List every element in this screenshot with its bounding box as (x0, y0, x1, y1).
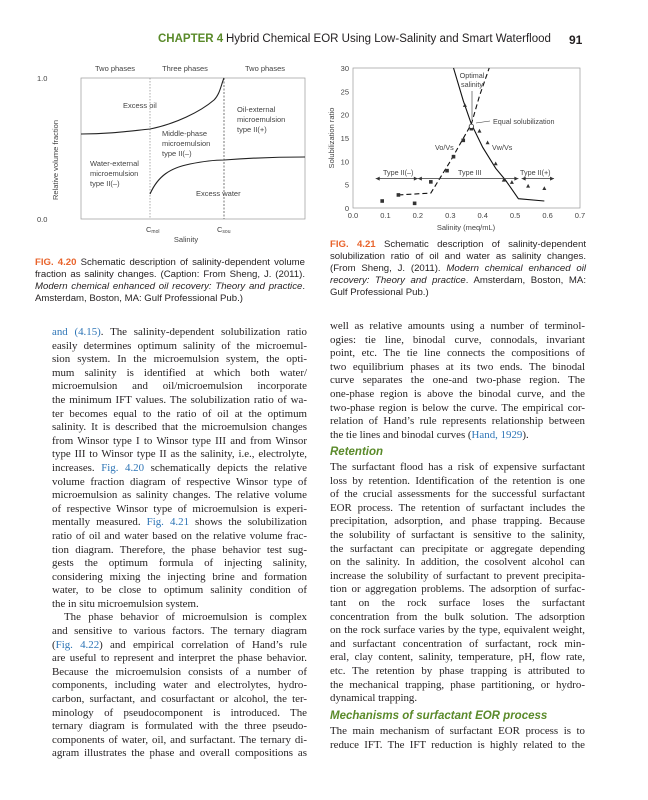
arrowhead-right-icon (514, 177, 518, 181)
text-line (52, 734, 307, 748)
y-top-label: 1.0 (37, 74, 48, 83)
type-ii-plus-label: Type II(+) (520, 168, 551, 177)
plot-frame (353, 68, 580, 208)
text-segment: Because the microemulsion consists of a number of (52, 665, 307, 678)
text-line (330, 374, 585, 388)
text-segment: from Winsor type I to Winsor type III and from Winsor (52, 434, 307, 447)
text-segment: ternary diagram is formulated with the three pseudo- (52, 720, 307, 733)
mechanisms-text (330, 725, 585, 752)
square-data-point (380, 199, 384, 203)
text-segment: microemulsion as salinity changes. The relative volume (52, 489, 307, 502)
text-segment: and sensitive to various factors. The ternary diagram (52, 625, 307, 638)
text-segment: ter becomes equal to the ratio of oil at the optimum (52, 407, 307, 420)
caption-book-title: Modern chemical enhanced oil recovery: Theory and practice (35, 281, 303, 293)
vw-vs-label: Vw/Vs (492, 143, 513, 152)
text-segment: salinity. It is described that the microemulsion changes (52, 421, 307, 434)
text-segment: easily determines optimum salinity of the microemul- (52, 339, 307, 352)
x-tick-label: 0.0 (347, 211, 359, 220)
triangle-data-point (463, 103, 467, 107)
text-segment: increases. (52, 461, 102, 474)
text-line (52, 394, 307, 408)
figure-4-21 (320, 55, 600, 235)
text-segment: point, etc. The tie line connects the compositions of (330, 347, 585, 360)
text-segment: gests the optimum formula of injecting salinity, (52, 557, 307, 570)
optimal-salinity-label: Optimal salinity (459, 71, 485, 89)
square-data-point (452, 155, 456, 159)
text-line (330, 475, 585, 489)
text-line (330, 347, 585, 361)
triangle-data-point (526, 184, 530, 188)
square-data-point (461, 139, 465, 143)
text-line (52, 693, 307, 707)
text-segment: and surfactant concentration of surfactant, rock min- (330, 637, 585, 650)
text-segment: ratio of oil and water based on the relative volume frac- (52, 529, 307, 542)
text-line (52, 448, 307, 462)
text-line (52, 421, 307, 435)
text-line (330, 570, 585, 584)
text-segment: on the rock surface varies by the type, equivalent weight, (330, 624, 585, 637)
text-segment: sion system. In the microemulsion system, the opti- (52, 353, 307, 366)
text-line (330, 624, 585, 638)
text-line (330, 515, 585, 529)
text-segment: components, including water and electrolytes, hydro- (52, 679, 307, 692)
text-segment: ( (52, 638, 56, 651)
text-line (330, 638, 585, 652)
text-segment: tion or aggregation problems. The adsorption of surfac- (330, 583, 585, 596)
text-segment: shows the solubilization (189, 516, 307, 529)
page-number: 91 (569, 33, 583, 47)
text-line (52, 720, 307, 734)
text-line (52, 679, 307, 693)
reference-link[interactable]: Hand, 1929 (471, 428, 523, 441)
text-line (330, 320, 585, 334)
y-bottom-label: 0.0 (37, 215, 48, 224)
text-line (52, 598, 307, 612)
triangle-data-point (510, 180, 514, 184)
square-data-point (397, 193, 401, 197)
region-excess-oil: Excess oil (123, 101, 157, 110)
text-line (52, 408, 307, 422)
square-data-point (413, 202, 417, 206)
text-line (330, 402, 585, 416)
figure-4-21-caption (330, 239, 586, 299)
caption-text-end: . Amsterdam, Boston, MA: Gulf Professional Pub.) (330, 275, 586, 299)
triangle-data-point (494, 161, 498, 165)
text-segment: eral, clay content, salinity, temperature, pH, flow rate, (330, 651, 585, 664)
reference-link[interactable]: and (4.15) (52, 326, 101, 338)
text-segment: minology of pseudocomponent is introduced. The (52, 706, 307, 719)
text-line (52, 747, 307, 761)
equal-solubilization-label: Equal solubilization (493, 117, 555, 126)
text-segment: of the crucial assessments for the successful surfactant (330, 488, 585, 501)
vo-vs-label: Vo/Vs (435, 143, 454, 152)
text-segment: dynamical trapping. (330, 692, 418, 705)
text-line (330, 543, 585, 557)
text-segment: tant on the rock surface loses the surfactant (330, 596, 585, 609)
x-tick-label: 0.3 (445, 211, 456, 220)
y-tick-label: 15 (340, 134, 349, 143)
text-segment: well as relative amounts using a number of terminol- (330, 320, 585, 332)
text-segment: ) and empirical correlation of Hand’s rule (99, 638, 307, 651)
type-iii-label: Type III (458, 168, 482, 177)
text-line (52, 557, 307, 571)
text-segment: curve separates the one-and two-phase region. The (330, 374, 585, 387)
text-line (52, 476, 307, 490)
reference-link[interactable]: Fig. 4.21 (146, 516, 190, 529)
y-tick-label: 30 (340, 64, 349, 73)
y-tick-label: 20 (340, 110, 349, 120)
text-line (52, 530, 307, 544)
text-line (52, 340, 307, 354)
text-line (52, 544, 307, 558)
label-two-phases-left: Two phases (94, 64, 136, 73)
text-line (52, 652, 307, 666)
text-segment: the surfactant can precipitate or aggregate depending (330, 542, 585, 555)
text-line (52, 326, 307, 340)
reference-link[interactable]: Fig. 4.22 (55, 638, 100, 651)
text-line (330, 429, 585, 443)
caption-text-end: . Amsterdam, Boston, MA: Gulf Professional Pub.) (35, 281, 305, 305)
x-tick-label: 0.6 (542, 211, 553, 220)
triangle-data-point (486, 140, 490, 144)
label-three-phases: Three phases (162, 64, 208, 73)
region-water-external: Water-external microemulsion type II(–) (90, 159, 139, 188)
text-line (330, 529, 585, 543)
y-tick-label: 10 (340, 157, 349, 167)
arrowhead-right-icon (550, 177, 554, 181)
square-data-point (429, 180, 433, 184)
text-segment: two-phase region is below the curve. The empirical cor- (330, 401, 585, 414)
text-line (52, 353, 307, 367)
text-segment: the tie lines and binodal curves ( (330, 428, 472, 441)
text-segment: two equilibrium phases at its two ends. The binodal (330, 360, 585, 373)
text-segment: are useful to represent and interpret the phase behavior. (52, 652, 307, 665)
text-line (52, 435, 307, 449)
arrowhead-left-icon (418, 177, 422, 181)
region-middle-phase: Middle-phase microemulsion type II(–) (162, 129, 211, 158)
arrowhead-left-icon (376, 177, 380, 181)
text-line (52, 639, 307, 653)
x-axis-label: Salinity (meq/mL) (436, 223, 496, 232)
text-segment: precipitation, adsorption, and phase trapping. Because (330, 515, 585, 528)
text-segment: the in situ microemulsion system. (52, 597, 199, 610)
caption-text: Schematic description of salinity-dependent volume fraction as salinity changes. (Caption: From Sheng, J. (2011). (35, 257, 306, 281)
caption-label: FIG. 4.20 (35, 257, 77, 268)
text-line (52, 625, 307, 639)
text-segment: the solubility of surfactant is sensitive to the salinity, (330, 528, 585, 541)
text-segment: increase the solubility of surfactant to prevent precipita- (330, 569, 585, 582)
text-line (330, 583, 585, 597)
text-line (52, 666, 307, 680)
triangle-data-point (477, 129, 481, 133)
heading-mechanisms: Mechanisms of surfactant EOR process (330, 710, 548, 722)
text-line (330, 461, 585, 475)
square-data-point (445, 169, 449, 173)
text-segment: loss by retention. Identification of the retention is one (330, 474, 585, 487)
equal-solubilization-point (469, 124, 473, 128)
y-tick-label: 5 (344, 180, 349, 190)
reference-link[interactable]: Fig. 4.20 (101, 461, 145, 474)
text-line (330, 502, 585, 516)
x-tick-label: 0.5 (509, 211, 521, 220)
text-segment: . The salinity-dependent solubilization ratio (100, 326, 307, 338)
text-segment: on the salinity. In addition, the cosolvent alcohol can (330, 556, 585, 569)
y-axis-label: Relative volume fraction (51, 119, 60, 201)
text-segment: water, to be close to optimum salinity condition of (52, 584, 307, 597)
region-excess-water: Excess water (196, 189, 241, 198)
text-segment: the minimum IFT values. The solubilization ratio of wa- (52, 393, 307, 406)
text-segment: etc. The retention by phase trapping is attributed to (330, 664, 585, 677)
cmol-label: Cmol (146, 225, 160, 235)
x-tick-label: 0.7 (574, 211, 586, 220)
text-line (330, 725, 585, 739)
text-segment: ). (522, 428, 529, 441)
text-segment: volume fraction diagram of respective Winsor type of (52, 475, 307, 488)
type-ii-minus-label: Type II(–) (383, 168, 414, 177)
text-line (52, 571, 307, 585)
heading-retention: Retention (330, 446, 384, 458)
text-line (330, 388, 585, 402)
text-line (330, 597, 585, 611)
text-segment: agram illustrates the phase and overall compositions as (52, 747, 307, 760)
text-line (330, 665, 585, 679)
text-segment: The surfactant flood has a risk of expensive surfactant (330, 461, 585, 473)
text-line (52, 489, 307, 503)
text-line (52, 611, 307, 625)
text-line (330, 611, 585, 625)
figure-4-20-caption (35, 257, 305, 305)
caption-text: Schematic description of salinity-dependent solubilization ratio of oil and water as salinity changes. (From Sheng, J. (2011). (330, 239, 586, 275)
text-segment: microemulsion and oil/microemulsion incorporate (52, 380, 307, 393)
plot-frame (81, 78, 305, 219)
text-line (52, 367, 307, 381)
text-segment: one-phase region is above the binodal curve, and the (330, 387, 585, 400)
text-segment: of respective Winsor type of microemulsion is experi- (52, 502, 307, 515)
text-line (330, 692, 585, 706)
x-axis-label: Salinity (173, 235, 199, 244)
text-line (330, 361, 585, 375)
chapter-label: CHAPTER 4 (158, 33, 224, 45)
text-line (52, 707, 307, 721)
retention-text (330, 461, 585, 706)
caption-label: FIG. 4.21 (330, 239, 376, 250)
x-tick-label: 0.1 (380, 211, 391, 220)
text-line (330, 415, 585, 429)
text-segment: relation of Hand’s rule represents relationship between (330, 415, 585, 428)
text-segment: reduce IFT. The IFT reduction is highly related to the (330, 738, 585, 751)
y-tick-label: 25 (340, 87, 349, 97)
arrowhead-right-icon (414, 177, 418, 181)
text-line (330, 556, 585, 570)
text-segment: components of water, oil, and surfactant. The ternary di- (52, 733, 307, 746)
text-segment: schematically depicts the relative (144, 461, 307, 474)
x-tick-label: 0.2 (412, 211, 424, 220)
figure-4-20 (0, 55, 320, 255)
text-line (330, 488, 585, 502)
text-segment: The phase behavior of microemulsion is complex (64, 611, 307, 624)
text-segment: mentally measured. (52, 516, 147, 529)
region-oil-external: Oil-external microemulsion type II(+) (237, 105, 286, 134)
text-line (52, 503, 307, 517)
text-segment: carbon, surfactant, and cosurfactant or alcohol, the ter- (52, 693, 307, 706)
triangle-data-point (542, 186, 546, 190)
text-line (330, 739, 585, 753)
text-segment: tion diagram. Therefore, the phase behavior test sug- (52, 543, 307, 556)
text-segment: The main mechanism of surfactant EOR process is to (330, 725, 585, 737)
text-line (330, 651, 585, 665)
text-segment: ogies: tie line, binodal curve, connodals, invariant (330, 333, 585, 346)
text-segment: the mechanical trapping, phase partitioning, or hydro- (330, 678, 585, 691)
text-segment: considering mixing the injecting brine and formation (52, 570, 307, 583)
text-line (330, 334, 585, 348)
text-line (330, 679, 585, 693)
text-segment: mum salinity is identified at which both water/ (52, 366, 307, 379)
text-line (52, 380, 307, 394)
chapter-title: Hybrid Chemical EOR Using Low-Salinity and Smart Waterflood (226, 33, 551, 45)
right-column-intro-text (330, 320, 585, 442)
y-axis-label: Solubilization ratio (327, 107, 336, 169)
caption-book-title: Modern chemical enhanced oil recovery: Theory and practice (330, 263, 587, 287)
text-segment: concentration from the bulk solution. The adsorption (330, 610, 585, 623)
csou-label: Csou (217, 225, 231, 235)
text-line (52, 462, 307, 476)
left-column-text (52, 326, 307, 761)
text-line (52, 516, 307, 530)
text-line (52, 584, 307, 598)
label-two-phases-right: Two phases (244, 64, 286, 73)
x-tick-label: 0.4 (477, 211, 488, 220)
equal-arrow (476, 121, 490, 123)
y-tick-label: 0 (344, 204, 349, 213)
text-segment: EOR process. The retention of surfactant includes the (330, 501, 585, 514)
arrowhead-left-icon (522, 177, 526, 181)
text-segment: type III to Winsor type II as the salinity, i.e., electrolyte, (52, 448, 307, 461)
